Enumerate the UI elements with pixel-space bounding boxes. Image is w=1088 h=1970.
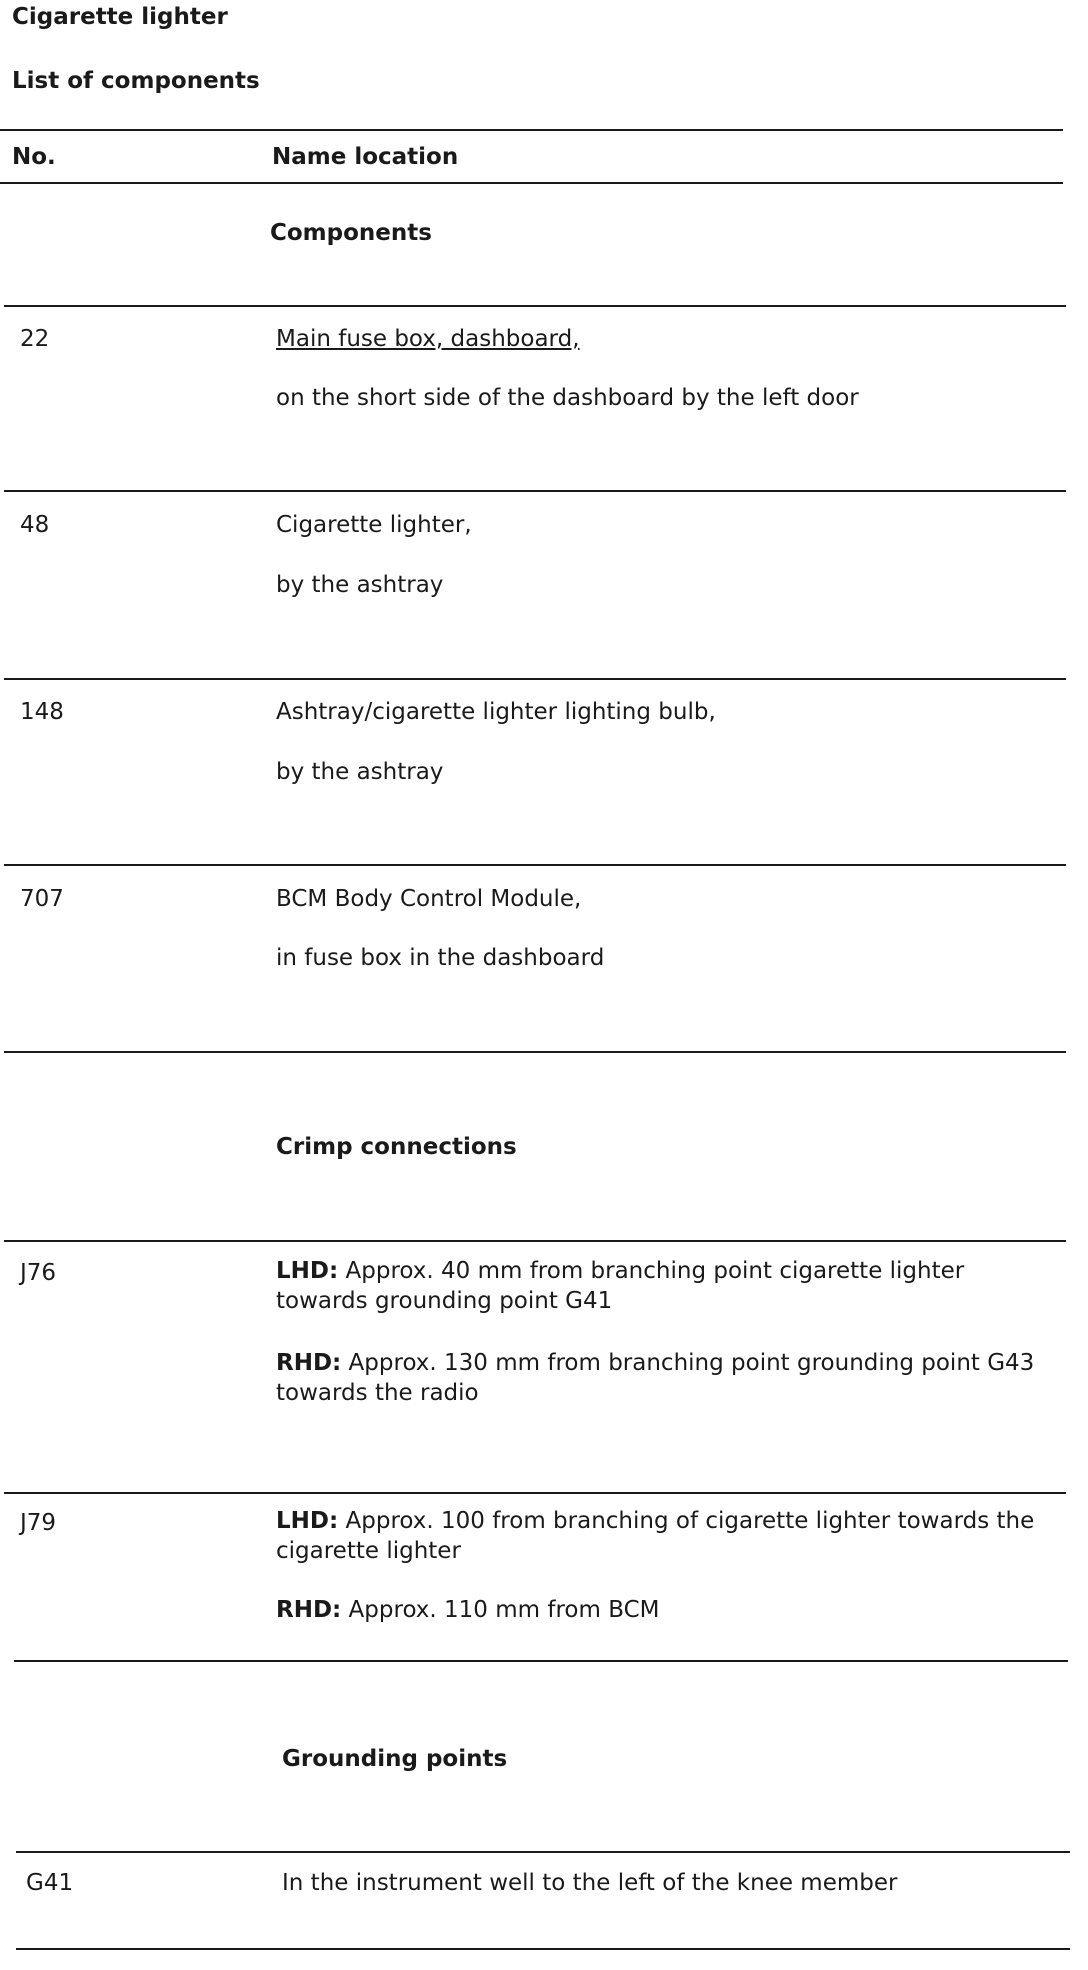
section-heading-crimp-connections: Crimp connections	[276, 1134, 517, 1160]
crimp-rhd-description	[276, 1597, 660, 1623]
lhd-label: LHD:	[276, 1258, 339, 1284]
rhd-label: RHD:	[276, 1350, 342, 1376]
lhd-text: Approx. 100 from branching of cigarette lighter towards the cigarette lighter	[276, 1508, 1035, 1564]
column-header-no: No.	[12, 144, 56, 170]
component-number: 22	[20, 326, 50, 352]
row-rule	[4, 1240, 1066, 1242]
crimp-number: J76	[20, 1260, 57, 1286]
row-rule	[14, 1660, 1068, 1662]
rhd-text: Approx. 110 mm from BCM	[341, 1597, 660, 1623]
row-rule	[16, 1851, 1070, 1853]
component-name: Cigarette lighter,	[276, 512, 472, 538]
lhd-label: LHD:	[276, 1508, 339, 1534]
crimp-lhd-description	[276, 1256, 1036, 1316]
row-rule	[4, 1051, 1066, 1053]
row-rule	[4, 305, 1066, 307]
grounding-number: G41	[26, 1870, 74, 1896]
rhd-text: Approx. 130 mm from branching point grounding point G43 towards the radio	[276, 1350, 1035, 1406]
component-location: by the ashtray	[276, 759, 444, 785]
crimp-rhd-description	[276, 1348, 1036, 1408]
row-rule	[4, 864, 1066, 866]
column-header-name-location: Name location	[272, 144, 459, 170]
component-name: BCM Body Control Module,	[276, 886, 582, 912]
header-top-rule	[0, 129, 1063, 131]
row-rule	[4, 490, 1066, 492]
rhd-label: RHD:	[276, 1597, 342, 1623]
crimp-number: J79	[20, 1510, 57, 1536]
component-location: by the ashtray	[276, 572, 444, 598]
row-rule	[4, 678, 1066, 680]
component-location: in fuse box in the dashboard	[276, 945, 605, 971]
crimp-lhd-description	[276, 1506, 1036, 1566]
header-bottom-rule	[0, 182, 1063, 184]
section-heading-grounding-points: Grounding points	[282, 1746, 508, 1772]
section-heading-components: Components	[270, 220, 432, 246]
row-rule	[16, 1948, 1070, 1950]
component-number: 148	[20, 699, 64, 725]
component-name: Ashtray/cigarette lighter lighting bulb,	[276, 699, 716, 725]
lhd-text: Approx. 40 mm from branching point cigarette lighter towards grounding point G41	[276, 1258, 965, 1314]
document-subtitle: List of components	[12, 68, 260, 94]
component-location: on the short side of the dashboard by the left door	[276, 385, 859, 411]
document-title: Cigarette lighter	[12, 4, 228, 30]
component-number: 48	[20, 512, 50, 538]
row-rule	[4, 1492, 1066, 1494]
component-name-link[interactable]: Main fuse box, dashboard,	[276, 326, 580, 352]
grounding-location: In the instrument well to the left of the knee member	[282, 1870, 898, 1896]
component-number: 707	[20, 886, 64, 912]
